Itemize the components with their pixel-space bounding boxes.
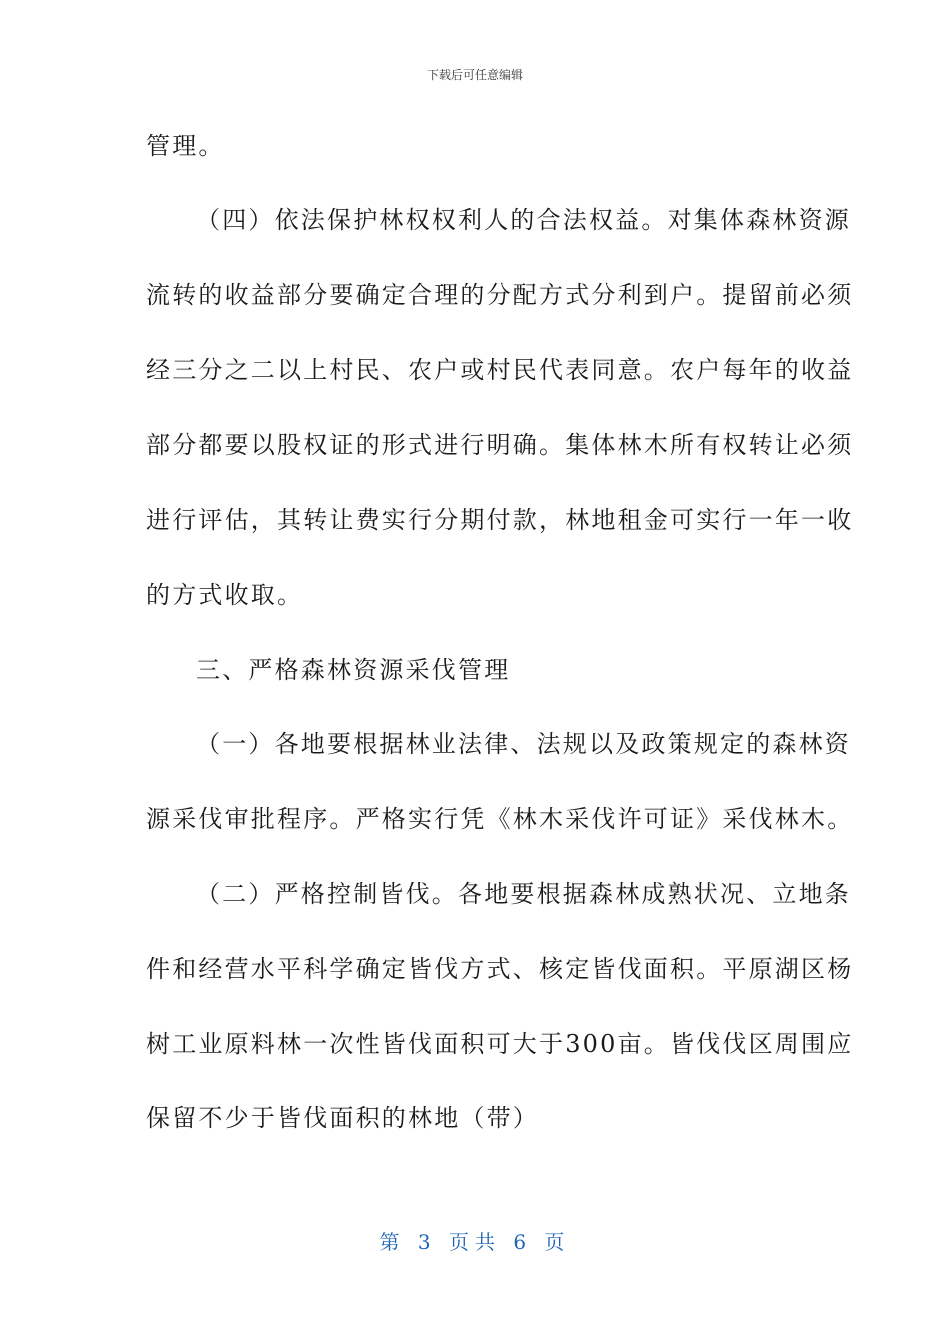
body-line: 保留不少于皆伐面积的林地（带） [146,1104,539,1132]
section-heading: 三、严格森林资源采伐管理 [196,656,511,684]
body-line: 经三分之二以上村民、农户或村民代表同意。农户每年的收益 [146,356,854,384]
body-line: 件和经营水平科学确定皆伐方式、核定皆伐面积。平原湖区杨 [146,955,854,983]
body-line: 进行评估，其转让费实行分期付款，林地租金可实行一年一收 [146,506,854,534]
body-line: 的方式收取。 [146,581,304,609]
page-header-note: 下载后可任意编辑 [426,68,523,82]
body-line: （二）严格控制皆伐。各地要根据森林成熟状况、立地条 [196,880,851,908]
body-line: （一）各地要根据林业法律、法规以及政策规定的森林资 [196,730,851,758]
body-line: 源采伐审批程序。严格实行凭《林木采伐许可证》采伐林木。 [146,805,854,833]
body-line: 部分都要以股权证的形式进行明确。集体林木所有权转让必须 [146,431,854,459]
page-number-footer: 第 3 页共 6 页 [379,1230,571,1254]
body-line: （四）依法保护林权权利人的合法权益。对集体森林资源 [196,206,851,234]
body-line: 管理。 [146,132,225,160]
body-line: 流转的收益部分要确定合理的分配方式分利到户。提留前必须 [146,281,854,309]
body-line: 树工业原料林一次性皆伐面积可大于300亩。皆伐伐区周围应 [146,1030,854,1058]
